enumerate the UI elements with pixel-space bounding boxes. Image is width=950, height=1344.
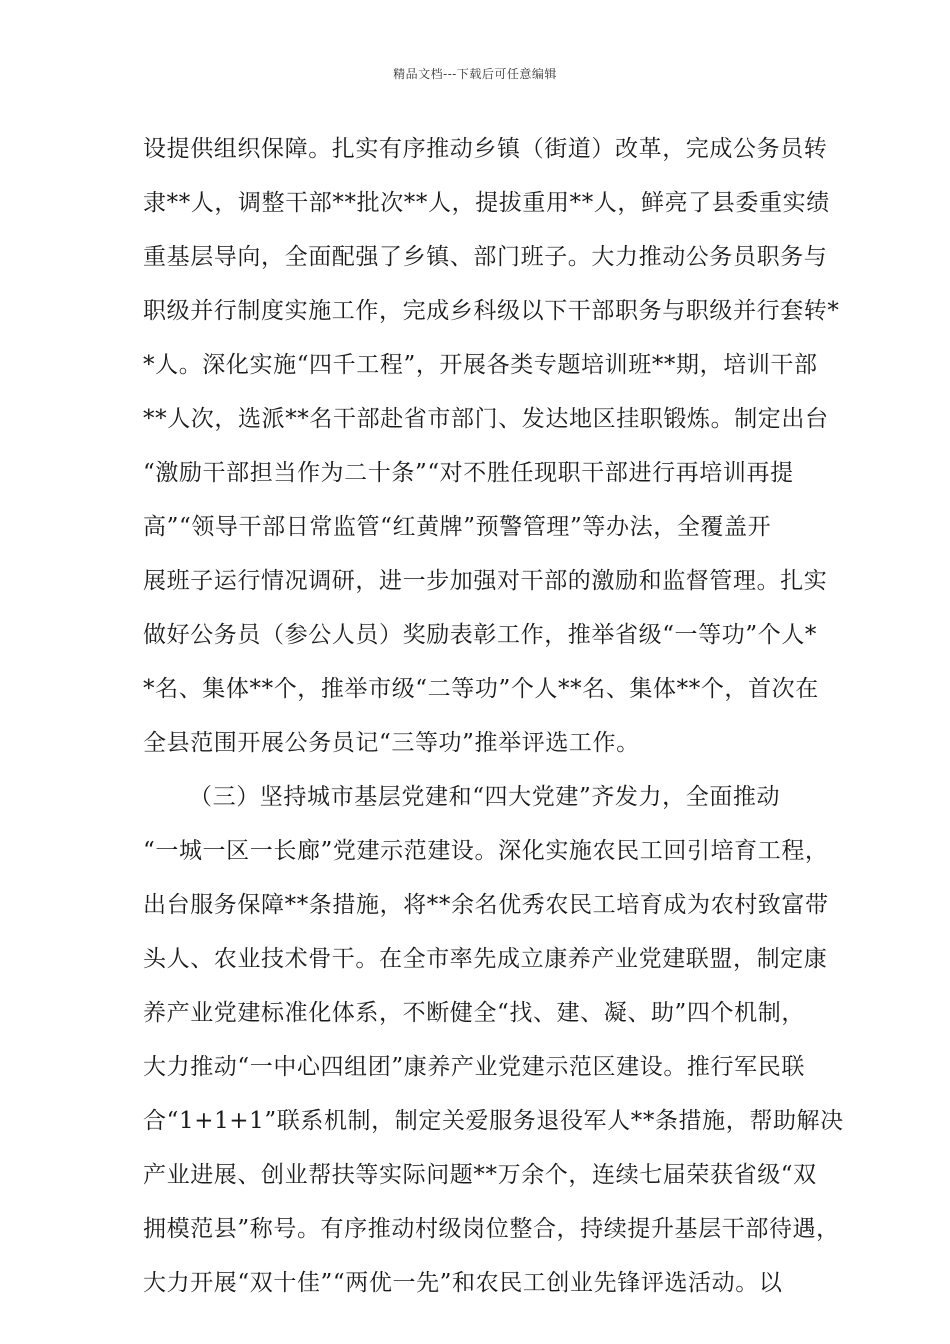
text-line: “激励干部担当作为二十条”“对不胜任现职干部进行再培训再提 [143, 460, 794, 486]
text-line: 产业进展、创业帮扶等实际问题**万余个，连续七届荣获省级“双 [143, 1162, 817, 1188]
text-line: 职级并行制度实施工作，完成乡科级以下干部职务与职级并行套转* [143, 298, 840, 324]
text-line: 做好公务员（参公人员）奖励表彰工作，推举省级“一等功”个人* [143, 622, 818, 648]
text-line: 出台服务保障**条措施，将**余名优秀农民工培育成为农村致富带 [143, 892, 829, 918]
text-line: *人。深化实施“四千工程”，开展各类专题培训班**期，培训干部 [143, 352, 818, 378]
text-line: 养产业党建标准化体系，不断健全“找、建、凝、助”四个机制， [143, 1000, 805, 1026]
text-line: *名、集体**个，推举市级“二等功”个人**名、集体**个，首次在 [143, 676, 819, 702]
text-line: 展班子运行情况调研，进一步加强对干部的激励和监督管理。扎实 [143, 568, 828, 594]
text-line: 设提供组织保障。扎实有序推动乡镇（街道）改革，完成公务员转 [143, 136, 828, 162]
section-heading-line: （三）坚持城市基层党建和“四大党建”齐发力，全面推动 [189, 784, 781, 810]
text-line: 拥模范县”称号。有序推动村级岗位整合，持续提升基层干部待遇， [143, 1216, 840, 1242]
text-line: 头人、农业技术骨干。在全市率先成立康养产业党建联盟，制定康 [143, 946, 828, 972]
text-line: 隶**人，调整干部**批次**人，提拔重用**人，鲜亮了县委重实绩 [143, 190, 830, 216]
text-line: **人次，选派**名干部赴省市部门、发达地区挂职锻炼。制定出台 [143, 406, 829, 432]
document-body [143, 122, 844, 1310]
text-line: 大力开展“双十佳”“两优一先”和农民工创业先锋评选活动。以 [143, 1270, 783, 1296]
text-line: “一城一区一长廊”党建示范建设。深化实施农民工回引培育工程， [143, 838, 829, 864]
text-line: 高”“领导干部日常监管“红黄牌”预警管理”等办法，全覆盖开 [143, 514, 772, 540]
text-line: 全县范围开展公务员记“三等功”推举评选工作。 [143, 730, 640, 756]
text-line: 大力推动“一中心四组团”康养产业党建示范区建设。推行军民联 [143, 1054, 805, 1080]
text-line: 合“1+1+1”联系机制，制定关爱服务退役军人**条措施，帮助解决 [143, 1108, 844, 1134]
page-header: 精品文档---下载后可任意编辑 [393, 67, 557, 81]
text-line: 重基层导向，全面配强了乡镇、部门班子。大力推动公务员职务与 [143, 244, 828, 270]
